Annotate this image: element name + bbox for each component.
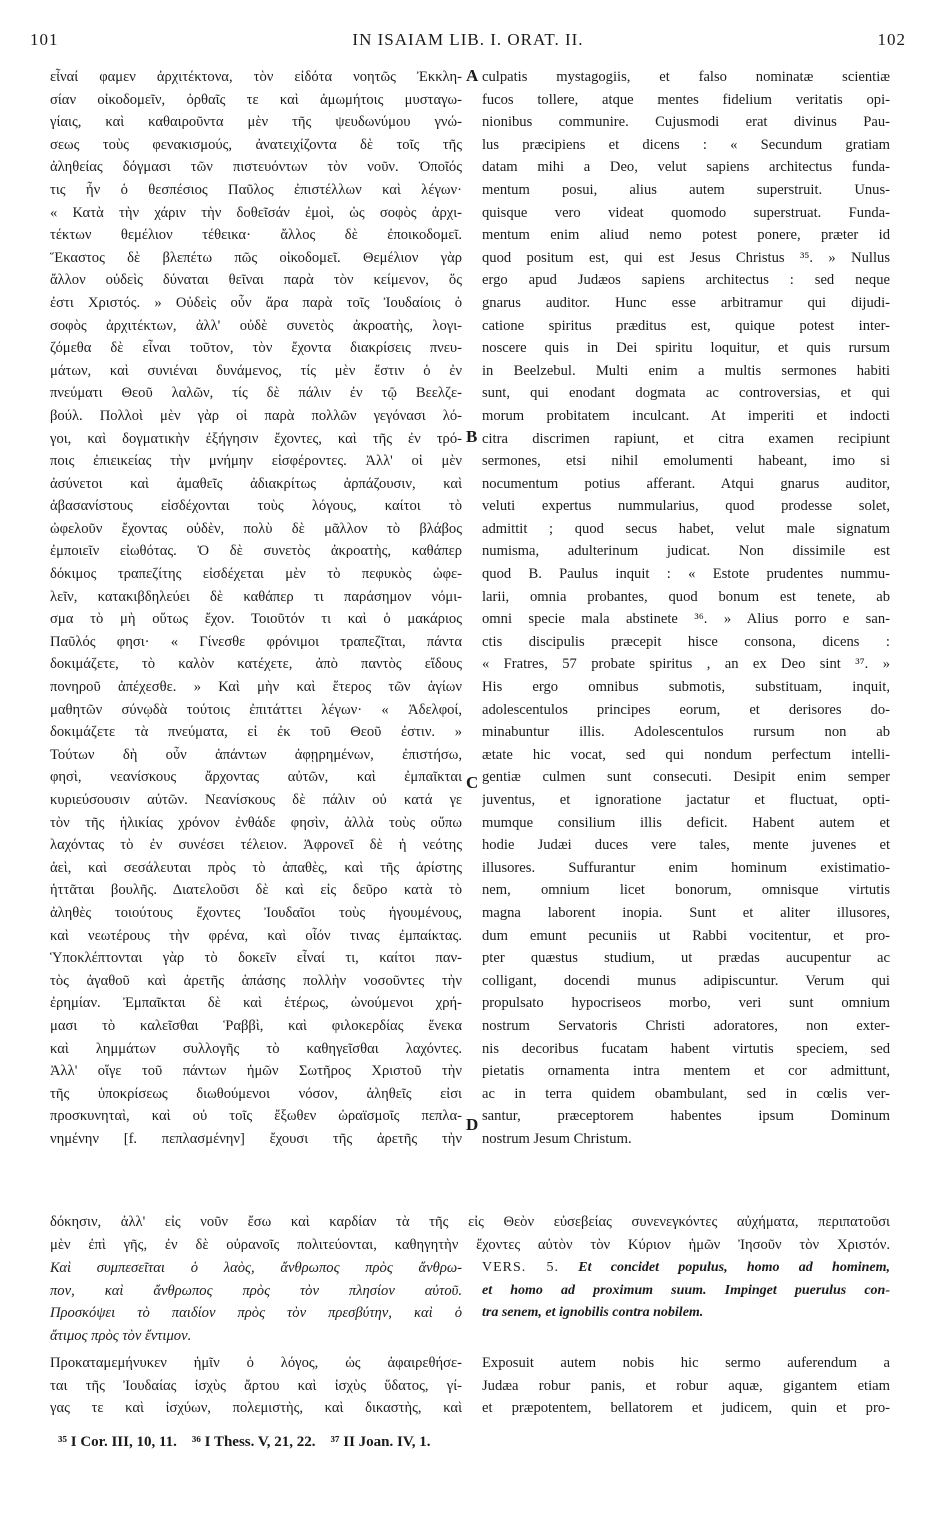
verse-latin [482, 1257, 890, 1325]
text-line: ζόμεθα δὲ εἶναι τοῦτον, τὸν ἔχοντα διακρίσεις πνευ- [50, 340, 462, 357]
text-line: mentum enim aliud nemo potest ponere, præter id [482, 227, 890, 244]
text-line: μαθητῶν σύνῳδὰ τούτοις ἐπιτάττει λέγων· « Ἀδελφοί, [50, 701, 462, 718]
text-line: γοι, καὶ δογματικὴν ἐξήγησιν ἔχοντες, καὶ τῆς ἐν τρό- [50, 430, 462, 447]
text-line: ἀβασανίστους εἰσδέχονται τοὺς λόγους, καίτοι τὸ [50, 498, 462, 515]
text-line: noscere quis in Dei spiritu loquitur, et quis rursum [482, 340, 890, 357]
text-line: santur, præceptorem habentes ipsum Dominum [482, 1108, 890, 1125]
text-line: σεως τοὺς φενακισμούς, ἀνατειχίζοντα δὲ τοῖς τῆς [50, 136, 462, 153]
text-line: ποις ἐπιεικείας τὴν μνήμην εἰσφέροντες. Ἀλλ' οἱ μὲν [50, 453, 462, 470]
text-line: σοφὸς ἀρχιτέκτων, ἀλλ' οὐδὲ συνετὸς ἀκροατὴς, λογι- [50, 317, 462, 334]
text-line: εἶναί φαμεν ἀρχιτέκτονα, τὸν εἰδότα νοητῶς Ἐκκλη- [50, 69, 462, 85]
text-line: Τούτων δὴ οὖν ἁπάντων ἀφῃρημένων, ἐπιστήσω, [50, 746, 462, 763]
margin-letter-b: B [466, 427, 478, 446]
text-line: gentiæ culmen sunt consecuti. Desipit enim semper [482, 769, 890, 786]
text-line: τῆς ὑποκρίσεως διωθούμενοι νόσον, ἀληθεῖς εἰσι [50, 1085, 462, 1102]
text-line: « Fratres, 57 probate spiritus , an ex Deo sint ³⁷. » [482, 656, 890, 673]
text-line [482, 1257, 890, 1280]
text-line: Exposuit autem nobis hic sermo auferendum a [482, 1355, 890, 1371]
text-line: propulsato hypocriseos morbo, veri sunt omnium [482, 995, 890, 1012]
text-line: μασι τὸ καλεῖσθαι Ῥαββὶ, καὶ φιλοκερδίας ἕνεκα [50, 1017, 462, 1034]
text-line: βούλ. Πολλοὶ μὲν γὰρ οἱ παρὰ πολλῶν γεγόνασι λό- [50, 407, 462, 424]
text-line: Judæa robur panis, et robur aquæ, gigantem etiam [482, 1377, 890, 1394]
text-line: hodie Judæi duces vere tales, mente juvenes et [482, 837, 890, 854]
margin-letter-a: A [466, 66, 479, 85]
text-line: sermones, etsi nihil emolumenti habeant, imo si [482, 453, 890, 470]
text-line: καὶ νεωτέρους τὴν φρένα, καὶ οἷόν τινας ἐμπαίκτας. [50, 927, 462, 944]
text-line: νημένην [f. πεπλασμένην] ἔχουσι τῆς ἀρετῆς τὴν [50, 1130, 462, 1147]
text-line: δοκιμάζετε, τὸ καλὸν κατέχετε, ἀπὸ παντὸς εἴδους [50, 656, 462, 673]
text-line: culpatis mystagogiis, et falso nominatæ scientiæ [482, 69, 890, 85]
text-line: mentum posui, alius autem superstruit. Unus- [482, 181, 890, 198]
text-line: κυριεύσουσιν αὐτῶν. Νεανίσκους δὲ πάλιν οὐ κατά γε [50, 792, 462, 808]
latin-paragraph-2 [482, 1352, 890, 1420]
text-line: juventus, et ignoratione jactatur et fluctuat, opti- [482, 792, 890, 808]
text-line: minabuntur illis. Adolescentulos rursum non ab [482, 724, 890, 741]
text-line: ται τῆς Ἰουδαίας ἰσχὺς ἄρτου καὶ ἰσχὺς ὕδατος, γί- [50, 1377, 462, 1394]
footnote: ³⁷ II Joan. IV, 1. [330, 1434, 431, 1450]
text-line: φησὶ, νεανίσκους ἄρχοντας αὐτῶν, καὶ ἐμπαῖκται [50, 769, 462, 786]
text-line: nem, omnium licet bonorum, omnisque virtutis [482, 882, 890, 899]
text-line: ἄτιμος πρὸς τὸν ἔντιμον. [50, 1327, 192, 1344]
text-line: citra discrimen rapiunt, et citra examen recipiunt [482, 430, 890, 447]
text-line: ætate hic vocat, sed qui nondum perfectum intelli- [482, 746, 890, 763]
footnotes [58, 1434, 898, 1451]
text-line: μάτων, καὶ συνιέναι δυνάμενος, τίς μὲν ἔστιν ὁ ἐν [50, 362, 462, 379]
text-line: ἐμποιεῖν εἰωθότας. Ὁ δὲ συνετὸς ἀκροατὴς, καθάπερ [50, 543, 462, 560]
text-line: Παῦλός φησι· « Γίνεσθε φρόνιμοι τραπεζῖται, πάντα [50, 633, 462, 650]
text-line: et præpotentem, bellatorem et judicem, quin et pro- [482, 1400, 890, 1417]
full-width-greek [50, 1211, 890, 1256]
text-line: Ἀλλ' οἵγε τοῦ πάντων ἡμῶν Σωτῆρος Χριστοῦ τὴν [50, 1063, 462, 1080]
text-line: nis decoribus fucatam habent virtutis speciem, sed [482, 1040, 890, 1057]
text-line: nionibus communire. Cujusmodi erat divinus Pau- [482, 114, 890, 131]
footnote: ³⁶ I Thess. V, 21, 22. [191, 1434, 316, 1450]
text-line: λεῖν, κατακιβδηλεύει δὲ καθάπερ τι παράσημον νόμι- [50, 588, 462, 605]
text-line: numisma, adulterinum judicat. Non dissimile est [482, 543, 890, 560]
text-line: pter quæstus studium, ut prædas aucupentur ac [482, 950, 890, 967]
text-line: μὲν ἐπὶ γῆς, ἐν δὲ οὐρανοῖς πολιτεύονται, καθηγητὴν ἔχοντες αὐτὸν τὸν Κύριον ἡμῶν Ἰησοῦν τὸν Χριστόν. [50, 1236, 890, 1253]
text-line: ergo apud Judæos sapiens architectus : sed neque [482, 272, 890, 289]
text-line: nostrum Jesum Christum. [482, 1130, 632, 1147]
text-line: δοκιμάζετε τὰ πνεύματα, εἰ ἐκ τοῦ Θεοῦ ἐστιν. » [50, 724, 462, 741]
text-line: τὸς ἀγαθοῦ καὶ ἀρετῆς ἁπάσης πολλὴν νοσοῦντες τὴν [50, 972, 462, 989]
text-line: larii, omnia probantes, quod bonum est tenete, ab [482, 588, 890, 605]
text-line: nocumentum potius afferant. Atqui gnarus auditor, [482, 475, 890, 492]
text-line: τις ἦν ὁ θεσπέσιος Παῦλος ἐπιστέλλων καὶ λέγων· [50, 181, 462, 198]
text-line: ctis discipulis præcepit hisce consona, dicens : [482, 633, 890, 650]
text-line: σμα τὸ μὴ οὕτως ἔχον. Τοιοῦτόν τι καὶ ὁ μακάριος [50, 611, 462, 628]
text-line: δόκιμος τραπεζίτης εἰσδέχεται μὲν τὸ πεφυκὸς ὠφε- [50, 566, 462, 583]
text-line: Καὶ συμπεσεῖται ὁ λαὸς, ἄνθρωπος πρὸς ἄνθρω- [50, 1260, 462, 1276]
greek-column [50, 66, 462, 1151]
text-line: Προσκόψει τὸ παιδίον πρὸς τὸν πρεσβύτην, καὶ ὁ [50, 1305, 462, 1322]
text-line: σίαν οἰκοδομεῖν, ὀρθαῖς τε καὶ ἀμωμήτοις μυσταγω- [50, 91, 462, 108]
text-line: quisque vero videat quomodo superstruat. Funda- [482, 204, 890, 221]
text-line: in Beelzebul. Multi enim a multis sermones habiti [482, 362, 890, 379]
text-line: γας τε καὶ ἰσχύων, πολεμιστὴς, καὶ δικαστὴς, καὶ [50, 1400, 462, 1417]
text-line: ἀληθὲς τοιούτους ἔχοντες Ἰουδαῖοι τοὺς ἡγουμένους, [50, 904, 462, 921]
text-line: λαχόντας τὸ ἐν συνέσει τέλειον. Ἀφρονεῖ δὲ ἡ νεότης [50, 837, 462, 854]
text-line: ἀεὶ, καὶ σεσάλευται πρὸς τὸ ἀπαθὲς, καὶ τῆς ἀρίστης [50, 859, 462, 876]
text-line: catione spiritus præditus est, quique potest inter- [482, 317, 890, 334]
text-line: His ergo omnibus submotis, substituam, inquit, [482, 679, 890, 696]
text-line: dum emunt pecuniis ut Rabbi vocitentur, et pro- [482, 927, 890, 944]
verse-label: VERS. 5. [482, 1260, 560, 1275]
text-line: datam mihi a Deo, velut sapiens architectus funda- [482, 159, 890, 176]
text-line: « Κατὰ τὴν χάριν τὴν δοθεῖσάν ἐμοὶ, ὡς σοφὸς ἀρχι- [50, 204, 462, 221]
text-line: τὸν τῆς ἡλικίας χρόνον ἐνθάδε φησὶν, ἀλλὰ τοὺς οὔπω [50, 814, 462, 831]
text-line: ἀληθείας δόγμασι τῶν πιστευόντων τὸν νοῦν. Ὁποῖός [50, 159, 462, 176]
text-line: nostrum Servatoris Christi adoratores, non exter- [482, 1017, 890, 1034]
text-line: lus præcipiens et dicens : « Secundum gratiam [482, 136, 890, 153]
text-line: τέκτων θεμέλιον τέθεικα· ἄλλος δὲ ἐποικοδομεῖ. [50, 227, 462, 244]
running-header [30, 30, 906, 54]
margin-letter-d: D [466, 1115, 479, 1134]
text-line: ac in terra quidem obambulant, sed in cœlis ver- [482, 1085, 890, 1102]
page-number-left: 101 [30, 30, 59, 49]
text-line: Ὑποκλέπτονται γὰρ τὸ δοκεῖν εἶναί τι, καίτοι παν- [50, 950, 462, 967]
text-line: quod B. Paulus inquit : « Estote prudentes nummu- [482, 566, 890, 583]
text-line: colligant, docendi munus adipiscuntur. Verum qui [482, 972, 890, 989]
text-line: πον, καὶ ἄνθρωπος πρὸς τὸν πλησίον αὐτοῦ. [50, 1282, 462, 1299]
text-line: gnarus auditor. Hunc esse arbitramur qui dijudi- [482, 294, 890, 311]
text-line: sunt, qui enodant dogmata ac controversias, et qui [482, 385, 890, 402]
text-line: admittit ; quod secus habet, velut male signatum [482, 520, 890, 537]
text-line: ἐρημίαν. Ἐμπαῖκται δὲ καὶ ἑτέρως, ὠνούμενοι χρή- [50, 995, 462, 1012]
text-line: ἄλλον οὐδεὶς δύναται θεῖναι παρὰ τὸν κείμενον, ὅς [50, 272, 462, 289]
text-line: πνεύματι Θεοῦ λαλῶν, τίς δὲ πάλιν ἐν τῷ Βεελζε- [50, 385, 462, 402]
text-line: πονηροῦ ἀπέχεσθε. » Καὶ μὴν καὶ ἕτερος τῶν ἁγίων [50, 679, 462, 696]
text-line: veluti expertus nummularius, quod prodesse solet, [482, 498, 890, 515]
text-line: pietatis ornamenta intra mentem et cor admittunt, [482, 1063, 890, 1080]
greek-paragraph-2 [50, 1352, 462, 1420]
verse-text: Et concidet populus, homo ad hominem, [578, 1260, 890, 1275]
text-line: morum probitatem inculcant. At imperiti et indocti [482, 407, 890, 424]
verse-greek [50, 1257, 462, 1347]
text-line: quod positum est, qui est Jesus Christus ³⁵. » Nullus [482, 249, 890, 266]
running-title: IN ISAIAM LIB. I. ORAT. II. [352, 30, 584, 49]
text-line: mumque consilium illis deficit. Habent autem et [482, 814, 890, 831]
text-line: omni specie mala abstinete ³⁶. » Alius porro e san- [482, 611, 890, 628]
text-line: fucos tollere, atque mentes fidelium veritatis opi- [482, 91, 890, 108]
text-line: ἡττᾶται βουλῆς. Διατελοῦσι δὲ καὶ εἰς δεῦρο κατὰ τὸ [50, 882, 462, 899]
text-line: ἀσύνετοι καὶ ἀμαθεῖς ἀδιακρίτως ἁρπάζουσιν, καὶ [50, 475, 462, 492]
text-line: προσκυνηταὶ, καὶ οὐ τοῖς ἔξωθεν ὡραϊσμοῖς πεπλα- [50, 1108, 462, 1125]
text-line: Ἕκαστος δὲ βλεπέτω πῶς οἰκοδομεῖ. Θεμέλιον γὰρ [50, 249, 462, 266]
text-line: δόκησιν, ἀλλ' εἰς νοῦν ἔσω καὶ καρδίαν τὰ τῆς εἰς Θεὸν εὐσεβείας συνενεγκόντες αὐχήματα, περιπατοῦσι [50, 1214, 890, 1230]
text-line: ἐστι Χριστός. » Οὐδεὶς οὖν ἄρα παρὰ τοῖς Ἰουδαίοις ὁ [50, 294, 462, 311]
footnote: ³⁵ I Cor. III, 10, 11. [58, 1434, 177, 1450]
margin-letter-c: C [466, 773, 479, 792]
text-line: γίαις, καὶ καθαιροῦντα μὲν τῆς ψευδωνύμου γνώ- [50, 114, 462, 131]
text-line: et homo ad proximum suum. Impinget puerulus con- [482, 1282, 890, 1298]
text-line: illusores. Suffurantur enim hominum existimatio- [482, 859, 890, 876]
text-line: Προκαταμεμήνυκεν ἡμῖν ὁ λόγος, ὡς ἀφαιρεθήσε- [50, 1355, 462, 1371]
page-number-right: 102 [877, 30, 906, 49]
text-line: tra senem, et ignobilis contra nobilem. [482, 1305, 704, 1321]
text-line: adolescentulos principes eorum, et derisores do- [482, 701, 890, 718]
text-line: ὠφελοῦν ἔχοντας οὐδὲν, πολὺ δὲ μᾶλλον τὸ βλάβος [50, 520, 462, 537]
text-line: magna laborent inopia. Sunt et aliter illusores, [482, 904, 890, 921]
text-line: καὶ λημμάτων συλλογῆς τὸ καθηγεῖσθαι λαχόντες. [50, 1040, 462, 1057]
latin-column [482, 66, 890, 1151]
